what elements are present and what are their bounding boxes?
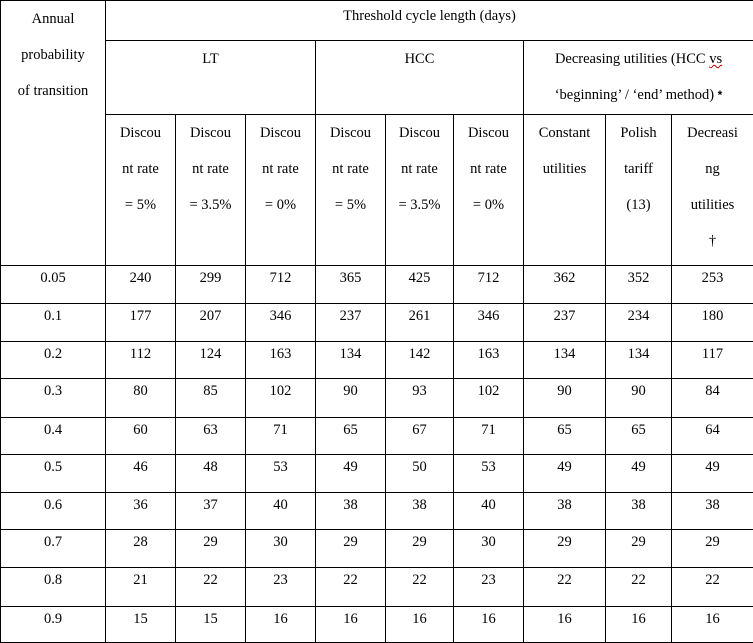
row-header-line: Annual: [31, 11, 75, 27]
subcol-header: [246, 114, 316, 265]
probability-cell: 0.05: [1, 265, 106, 303]
threshold-value-cell: 49: [316, 454, 386, 492]
subcol-header: [386, 114, 454, 265]
threshold-value-cell: 65: [524, 417, 606, 454]
threshold-value-cell: 84: [672, 379, 753, 417]
subcol-header: [672, 114, 753, 265]
threshold-value-cell: 253: [672, 265, 753, 303]
threshold-value-cell: 234: [606, 303, 672, 341]
subcol-header-line: nt rate: [122, 160, 159, 177]
lt-group-label: LT: [202, 51, 219, 68]
threshold-value-cell: 163: [246, 342, 316, 379]
threshold-value-cell: 346: [246, 303, 316, 341]
threshold-value-cell: 112: [106, 342, 176, 379]
subcol-header-line: = 0%: [472, 196, 505, 213]
threshold-value-cell: 29: [672, 530, 753, 568]
threshold-value-cell: 299: [176, 265, 246, 303]
subcol-header-line: Discou: [259, 124, 302, 141]
subcol-header-line: Discou: [329, 124, 372, 141]
table-row: [1, 606, 753, 642]
threshold-value-cell: 134: [524, 342, 606, 379]
subcol-header-line: = 5%: [124, 196, 157, 213]
threshold-value-cell: 38: [606, 493, 672, 530]
threshold-value-cell: 237: [524, 303, 606, 341]
row-header-line: of transition: [17, 83, 89, 99]
threshold-value-cell: 425: [386, 265, 454, 303]
subcol-header-line: tariff: [624, 160, 653, 177]
subcol-header: [106, 114, 176, 265]
subcol-header-line: nt rate: [401, 160, 438, 177]
subcol-header-line: utilities: [690, 196, 735, 213]
dec-group-line-1: [524, 41, 753, 77]
threshold-value-cell: 16: [386, 606, 454, 642]
row-header-line: probability: [21, 47, 85, 63]
threshold-value-cell: 22: [672, 568, 753, 606]
threshold-value-cell: 71: [246, 417, 316, 454]
subcol-header: [176, 114, 246, 265]
threshold-value-cell: 38: [524, 493, 606, 530]
threshold-value-cell: 712: [454, 265, 524, 303]
subcol-header-line: nt rate: [332, 160, 369, 177]
threshold-value-cell: 29: [524, 530, 606, 568]
probability-cell: 0.2: [1, 342, 106, 379]
threshold-value-cell: 22: [316, 568, 386, 606]
subcol-header-line: nt rate: [262, 160, 299, 177]
subcol-header: [606, 114, 672, 265]
threshold-value-cell: 38: [672, 493, 753, 530]
threshold-value-cell: 16: [606, 606, 672, 642]
threshold-value-cell: 21: [106, 568, 176, 606]
table-row: [1, 417, 753, 454]
table-row: [1, 303, 753, 341]
threshold-value-cell: 124: [176, 342, 246, 379]
table-row: [1, 493, 753, 530]
threshold-value-cell: 90: [316, 379, 386, 417]
threshold-value-cell: 50: [386, 454, 454, 492]
threshold-value-cell: 240: [106, 265, 176, 303]
subcol-header-line: = 5%: [334, 196, 367, 213]
subcol-header-line: nt rate: [470, 160, 507, 177]
table-row: [1, 379, 753, 417]
probability-cell: 0.5: [1, 454, 106, 492]
threshold-value-cell: 23: [246, 568, 316, 606]
threshold-value-cell: 67: [386, 417, 454, 454]
threshold-value-cell: 85: [176, 379, 246, 417]
threshold-title: Threshold cycle length (days): [343, 8, 516, 24]
threshold-value-cell: 90: [606, 379, 672, 417]
threshold-value-cell: 60: [106, 417, 176, 454]
lt-group-header: [106, 41, 316, 114]
threshold-value-cell: 38: [316, 493, 386, 530]
threshold-value-cell: 207: [176, 303, 246, 341]
dec-group-method: ‘beginning’ / ‘end’ method): [554, 87, 715, 104]
subcol-header-line: Discou: [467, 124, 510, 141]
threshold-value-cell: 22: [386, 568, 454, 606]
threshold-value-cell: 134: [606, 342, 672, 379]
hcc-group-header: [316, 41, 524, 114]
dec-group-line-2: [524, 77, 753, 113]
threshold-value-cell: 16: [524, 606, 606, 642]
probability-cell: 0.6: [1, 493, 106, 530]
subcol-header-line: (13): [626, 196, 651, 213]
dec-group-vs: vs: [709, 51, 723, 68]
threshold-value-cell: 46: [106, 454, 176, 492]
threshold-value-cell: 23: [454, 568, 524, 606]
probability-cell: 0.3: [1, 379, 106, 417]
dec-group-footnote-star: *: [717, 88, 723, 103]
subcol-header-line: Discou: [398, 124, 441, 141]
threshold-value-cell: 53: [246, 454, 316, 492]
threshold-value-cell: 63: [176, 417, 246, 454]
table-row: [1, 530, 753, 568]
dec-group-text: Decreasing utilities (HCC: [554, 51, 710, 68]
probability-cell: 0.1: [1, 303, 106, 341]
subcol-header-line: ng: [705, 160, 720, 177]
threshold-value-cell: 16: [454, 606, 524, 642]
threshold-value-cell: 71: [454, 417, 524, 454]
subcol-header: [454, 114, 524, 265]
threshold-value-cell: 29: [176, 530, 246, 568]
threshold-value-cell: 22: [176, 568, 246, 606]
threshold-value-cell: 142: [386, 342, 454, 379]
threshold-value-cell: 90: [524, 379, 606, 417]
threshold-value-cell: 40: [246, 493, 316, 530]
probability-cell: 0.9: [1, 606, 106, 642]
subcol-header: [524, 114, 606, 265]
threshold-value-cell: 117: [672, 342, 753, 379]
threshold-value-cell: 65: [606, 417, 672, 454]
subcol-header-line: = 3.5%: [189, 196, 232, 213]
threshold-value-cell: 712: [246, 265, 316, 303]
probability-cell: 0.7: [1, 530, 106, 568]
threshold-value-cell: 15: [106, 606, 176, 642]
threshold-value-cell: 30: [246, 530, 316, 568]
table-row: [1, 568, 753, 606]
threshold-value-cell: 365: [316, 265, 386, 303]
threshold-value-cell: 28: [106, 530, 176, 568]
table-row: [1, 265, 753, 303]
threshold-value-cell: 22: [606, 568, 672, 606]
threshold-value-cell: 93: [386, 379, 454, 417]
decreasing-utilities-group-header: [524, 41, 753, 114]
threshold-value-cell: 48: [176, 454, 246, 492]
threshold-value-cell: 53: [454, 454, 524, 492]
probability-cell: 0.4: [1, 417, 106, 454]
threshold-value-cell: 102: [246, 379, 316, 417]
threshold-value-cell: 49: [606, 454, 672, 492]
threshold-value-cell: 16: [246, 606, 316, 642]
subcol-header-line: = 3.5%: [398, 196, 441, 213]
threshold-value-cell: 49: [672, 454, 753, 492]
subcol-header-line: †: [708, 232, 717, 249]
subcol-header-line: Discou: [119, 124, 162, 141]
threshold-value-cell: 180: [672, 303, 753, 341]
threshold-value-cell: 37: [176, 493, 246, 530]
threshold-value-cell: 80: [106, 379, 176, 417]
threshold-value-cell: 362: [524, 265, 606, 303]
subcol-header-line: Decreasi: [687, 124, 738, 141]
table-row: [1, 342, 753, 379]
table-row: [1, 454, 753, 492]
threshold-value-cell: 163: [454, 342, 524, 379]
threshold-value-cell: 346: [454, 303, 524, 341]
threshold-value-cell: 102: [454, 379, 524, 417]
probability-cell: 0.8: [1, 568, 106, 606]
threshold-value-cell: 16: [316, 606, 386, 642]
threshold-header: [106, 1, 753, 41]
threshold-value-cell: 64: [672, 417, 753, 454]
threshold-value-cell: 261: [386, 303, 454, 341]
subcol-header-line: = 0%: [264, 196, 297, 213]
threshold-value-cell: 38: [386, 493, 454, 530]
threshold-value-cell: 22: [524, 568, 606, 606]
hcc-group-label: HCC: [404, 51, 435, 68]
threshold-value-cell: 40: [454, 493, 524, 530]
subcol-header-line: utilities: [542, 160, 587, 177]
threshold-value-cell: 16: [672, 606, 753, 642]
subcol-header-line: Polish: [620, 124, 657, 141]
subcol-header-line: Constant: [538, 124, 591, 141]
threshold-value-cell: 36: [106, 493, 176, 530]
threshold-value-cell: 134: [316, 342, 386, 379]
threshold-value-cell: 29: [606, 530, 672, 568]
threshold-value-cell: 29: [386, 530, 454, 568]
threshold-value-cell: 237: [316, 303, 386, 341]
threshold-value-cell: 29: [316, 530, 386, 568]
threshold-value-cell: 30: [454, 530, 524, 568]
threshold-value-cell: 177: [106, 303, 176, 341]
subcol-header-line: Discou: [189, 124, 232, 141]
row-header-cell: [1, 1, 106, 266]
threshold-value-cell: 352: [606, 265, 672, 303]
subcol-header-line: nt rate: [192, 160, 229, 177]
subcol-header: [316, 114, 386, 265]
threshold-value-cell: 15: [176, 606, 246, 642]
threshold-value-cell: 49: [524, 454, 606, 492]
threshold-value-cell: 65: [316, 417, 386, 454]
